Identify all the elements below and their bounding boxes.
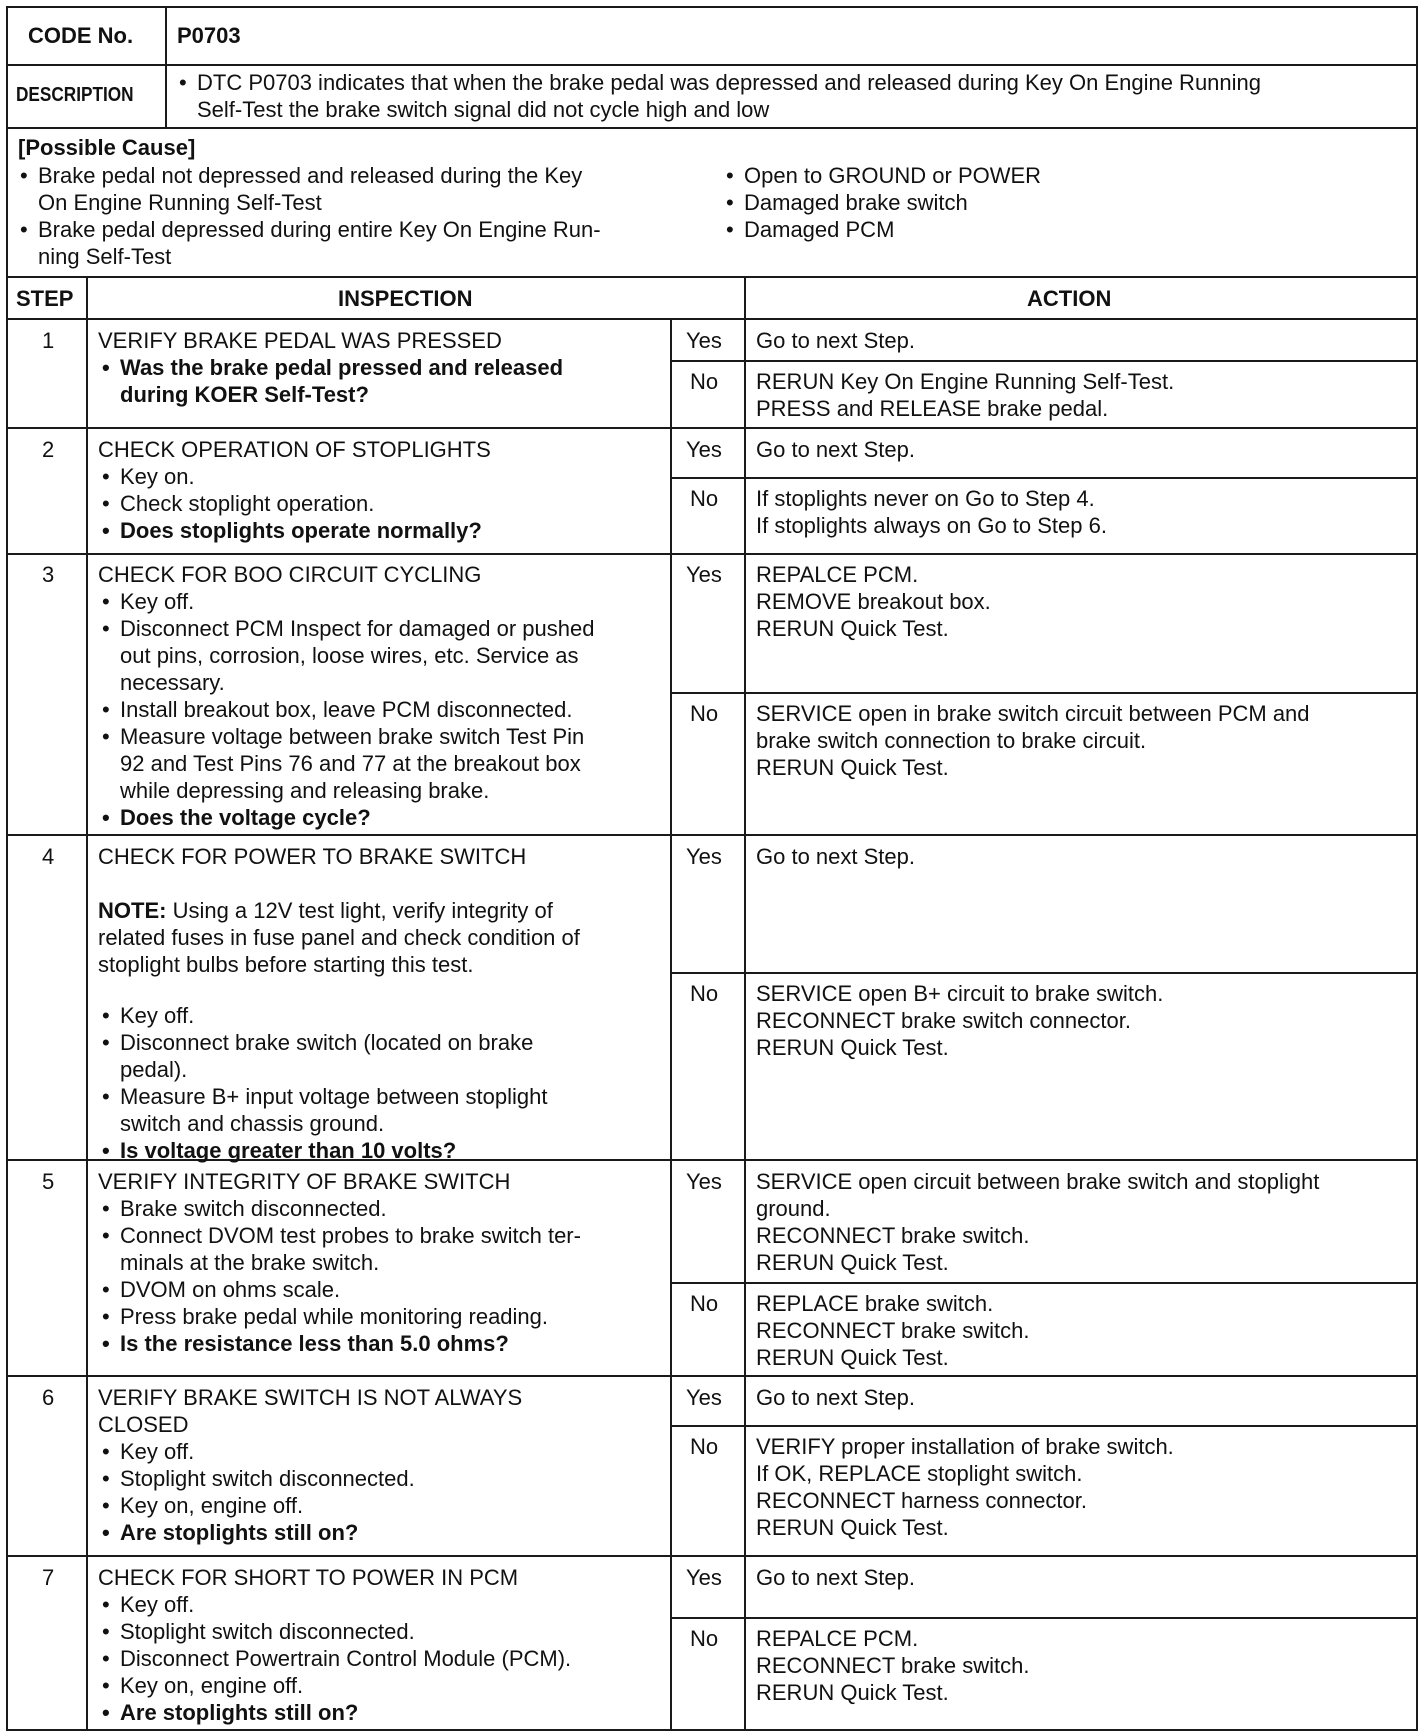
step-number: 1: [42, 328, 55, 353]
yes-action: Go to next Step.: [756, 437, 915, 462]
no-action: REPALCE PCM. RECONNECT brake switch. RERUN Quick Test.: [756, 1626, 1030, 1705]
cause-item: • Open to GROUND or POWER: [722, 162, 1322, 189]
no-label: No: [690, 701, 719, 726]
no-label: No: [690, 486, 719, 511]
column-step: STEP: [16, 286, 74, 311]
yes-action: Go to next Step.: [756, 844, 915, 869]
description-text: • DTC P0703 indicates that when the brake pedal was depressed and released during Key On Engine Running Self-Test the brake switch signal did not cycle high and low: [175, 69, 1405, 123]
possible-cause-title: [Possible Cause]: [18, 135, 196, 160]
step-bullets: • Key off. • Stoplight switch disconnected. • Key on, engine off. • Are stoplights still on?: [98, 1438, 415, 1546]
step-question: • Are stoplights still on?: [98, 1519, 415, 1546]
no-action: RERUN Key On Engine Running Self-Test. PRESS and RELEASE brake pedal.: [756, 369, 1175, 421]
step-note: [98, 897, 580, 978]
yes-action: REPALCE PCM. REMOVE breakout box. RERUN Quick Test.: [756, 562, 991, 641]
possible-cause-right: [722, 162, 1322, 243]
step-question: • Does stoplights operate normally?: [98, 517, 482, 544]
step-question: • Is voltage greater than 10 volts?: [98, 1137, 547, 1164]
step-question: • Is the resistance less than 5.0 ohms?: [98, 1330, 581, 1357]
step-bullets: • Key on. • Check stoplight operation. • Does stoplights operate normally?: [98, 463, 482, 544]
note-text: Using a 12V test light, verify integrity of related fuses in fuse panel and check condition of stoplight bulbs before starting this test.: [98, 898, 580, 977]
step-bullets: • Key off. • Stoplight switch disconnected. • Disconnect Powertrain Control Module (PCM). • Key on, engine off. • Are stoplights still on?: [98, 1591, 571, 1726]
step-number: 2: [42, 437, 55, 462]
yes-action: SERVICE open circuit between brake switch and stoplight ground. RECONNECT brake switch. RERUN Quick Test.: [756, 1169, 1320, 1275]
step-bullets: • Key off. • Disconnect PCM Inspect for damaged or pushed out pins, corrosion, loose wires, etc. Service as necessary. • Install breakout box, leave PCM disconnected. • Measure voltage between brake switch Test Pin 92 and Test Pins 76 and 77 at the breakout box while depressing and releasing brake. • Does the voltage cycle?: [98, 588, 594, 831]
code-value: P0703: [177, 23, 241, 48]
no-label: No: [690, 369, 719, 394]
yes-action: Go to next Step.: [756, 328, 915, 353]
step-title: CHECK FOR POWER TO BRAKE SWITCH: [98, 844, 527, 869]
no-label: No: [690, 1291, 719, 1316]
yes-label: Yes: [686, 1169, 722, 1194]
no-action: VERIFY proper installation of brake switch. If OK, REPLACE stoplight switch. RECONNECT harness connector. RERUN Quick Test.: [756, 1434, 1174, 1540]
no-action: REPLACE brake switch. RECONNECT brake switch. RERUN Quick Test.: [756, 1291, 1030, 1370]
note-label: NOTE:: [98, 898, 167, 923]
step-question: • Was the brake pedal pressed and released during KOER Self-Test?: [98, 354, 563, 408]
no-label: No: [690, 1434, 719, 1459]
yes-action: Go to next Step.: [756, 1385, 915, 1410]
description-label: DESCRIPTION: [16, 84, 134, 106]
step-title: CHECK FOR BOO CIRCUIT CYCLING: [98, 562, 482, 587]
code-label: CODE No.: [28, 23, 134, 48]
step-title: CHECK FOR SHORT TO POWER IN PCM: [98, 1565, 519, 1590]
yes-label: Yes: [686, 1565, 722, 1590]
yes-label: Yes: [686, 844, 722, 869]
cause-item: • Damaged brake switch: [722, 189, 1322, 216]
step-question: • Does the voltage cycle?: [98, 804, 594, 831]
step-title: CHECK OPERATION OF STOPLIGHTS: [98, 437, 491, 462]
step-number: 4: [42, 844, 55, 869]
step-number: 5: [42, 1169, 55, 1194]
yes-label: Yes: [686, 1385, 722, 1410]
cause-item: • Damaged PCM: [722, 216, 1322, 243]
step-number: 7: [42, 1565, 55, 1590]
no-label: No: [690, 1626, 719, 1651]
step-number: 6: [42, 1385, 55, 1410]
column-inspection: INSPECTION: [338, 286, 473, 311]
step-title: VERIFY BRAKE SWITCH IS NOT ALWAYS CLOSED: [98, 1385, 523, 1437]
step-bullets: • Brake switch disconnected. • Connect DVOM test probes to brake switch ter- minals at the brake switch. • DVOM on ohms scale. • Press brake pedal while monitoring reading. • Is the resistance less than 5.0 ohms?: [98, 1195, 581, 1357]
yes-label: Yes: [686, 437, 722, 462]
step-bullets: • Key off. • Disconnect brake switch (located on brake pedal). • Measure B+ input voltage between stoplight switch and chassis ground. • Is voltage greater than 10 volts?: [98, 1002, 547, 1164]
step-number: 3: [42, 562, 55, 587]
yes-label: Yes: [686, 562, 722, 587]
cause-item: • Brake pedal not depressed and released during the Key On Engine Running Self-Test: [16, 162, 696, 216]
step-question: • Are stoplights still on?: [98, 1699, 571, 1726]
no-action: SERVICE open B+ circuit to brake switch. RECONNECT brake switch connector. RERUN Quick Test.: [756, 981, 1164, 1060]
no-label: No: [690, 981, 719, 1006]
yes-action: Go to next Step.: [756, 1565, 915, 1590]
no-action: If stoplights never on Go to Step 4. If stoplights always on Go to Step 6.: [756, 486, 1107, 538]
no-action: SERVICE open in brake switch circuit between PCM and brake switch connection to brake circuit. RERUN Quick Test.: [756, 701, 1310, 780]
yes-label: Yes: [686, 328, 722, 353]
column-action: ACTION: [1027, 286, 1112, 311]
step-title: VERIFY INTEGRITY OF BRAKE SWITCH: [98, 1169, 511, 1194]
cause-item: • Brake pedal depressed during entire Key On Engine Run- ning Self-Test: [16, 216, 696, 270]
step-title: VERIFY BRAKE PEDAL WAS PRESSED: [98, 328, 502, 353]
possible-cause-left: [16, 162, 696, 270]
